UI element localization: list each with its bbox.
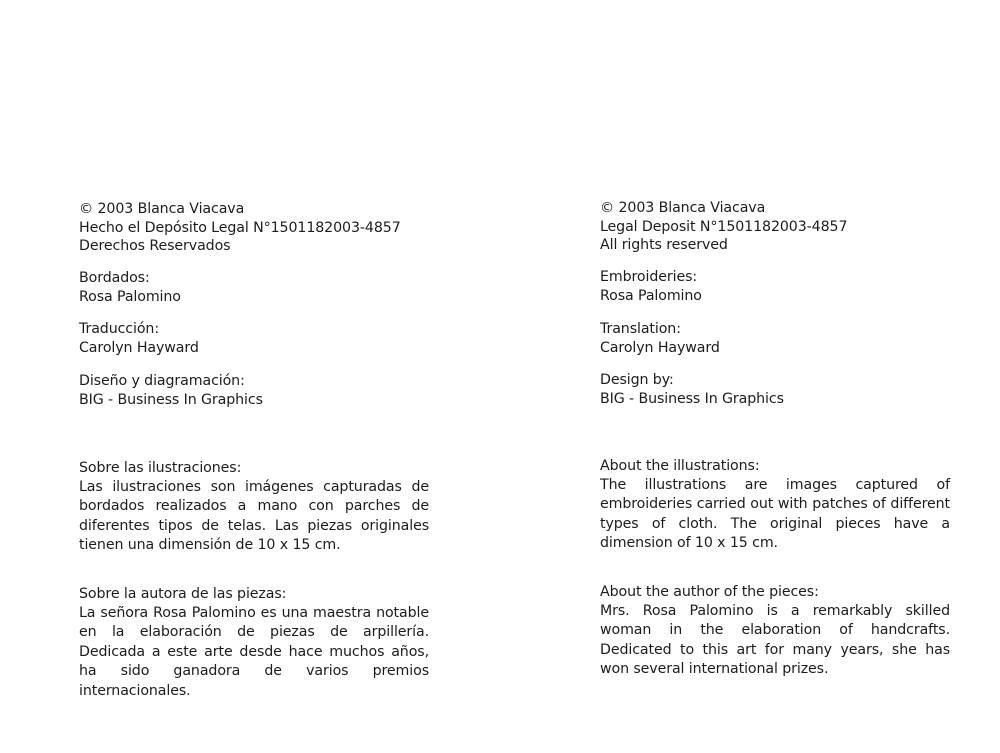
embroidery-label: Bordados: [79, 270, 150, 286]
design-credit [79, 372, 429, 409]
translation-name: Carolyn Hayward [79, 339, 199, 356]
copyright-block [79, 200, 429, 256]
legal-deposit-line: Legal Deposit N°1501182003-4857 [600, 218, 848, 235]
embroidery-label: Embroideries: [600, 269, 698, 285]
design-label: Diseño y diagramación: [79, 373, 245, 389]
legal-deposit-line: Hecho el Depósito Legal N°1501182003-4857 [79, 219, 401, 236]
illustrations-text: Las ilustraciones son imágenes capturadas de bordados realizados a mano con parches de diferentes tipos de telas. Las piezas originales tienen una dimensión de 10 x 15 cm. [79, 478, 429, 553]
translation-credit [600, 320, 950, 357]
design-label: Design by: [600, 372, 674, 388]
author-section [600, 583, 950, 680]
illustrations-section [600, 457, 950, 554]
rights-line: All rights reserved [600, 237, 728, 253]
translation-credit [79, 320, 429, 357]
embroidery-credit [600, 268, 950, 305]
author-heading: Sobre la autora de las piezas: [79, 586, 287, 602]
copyright-line: © 2003 Blanca Viacava [79, 201, 245, 217]
illustrations-heading: About the illustrations: [600, 458, 760, 474]
rights-line: Derechos Reservados [79, 238, 231, 254]
illustrations-text: The illustrations are images captured of embroideries carried out with patches of different types of cloth. The original pieces have a dimension of 10 x 15 cm. [600, 476, 950, 551]
copyright-block [600, 199, 950, 255]
embroidery-credit [79, 269, 429, 306]
author-section [79, 585, 429, 701]
design-name: BIG - Business In Graphics [79, 391, 263, 408]
author-text: Mrs. Rosa Palomino is a remarkably skilled woman in the elaboration of handcrafts. Dedicated to this art for many years, she has won several international prizes. [600, 602, 950, 677]
author-text: La señora Rosa Palomino es una maestra notable en la elaboración de piezas de arpillería. Dedicada a este arte desde hace muchos años, ha sido ganadora de varios premios internacionales. [79, 604, 429, 699]
illustrations-section [79, 459, 429, 556]
author-heading: About the author of the pieces: [600, 584, 819, 600]
illustrations-heading: Sobre las ilustraciones: [79, 460, 242, 476]
embroidery-name: Rosa Palomino [79, 288, 181, 305]
translation-name: Carolyn Hayward [600, 339, 720, 356]
translation-label: Translation: [600, 321, 681, 337]
copyright-line: © 2003 Blanca Viacava [600, 200, 766, 216]
embroidery-name: Rosa Palomino [600, 287, 702, 304]
design-credit [600, 371, 950, 408]
translation-label: Traducción: [79, 321, 159, 337]
design-name: BIG - Business In Graphics [600, 390, 784, 407]
